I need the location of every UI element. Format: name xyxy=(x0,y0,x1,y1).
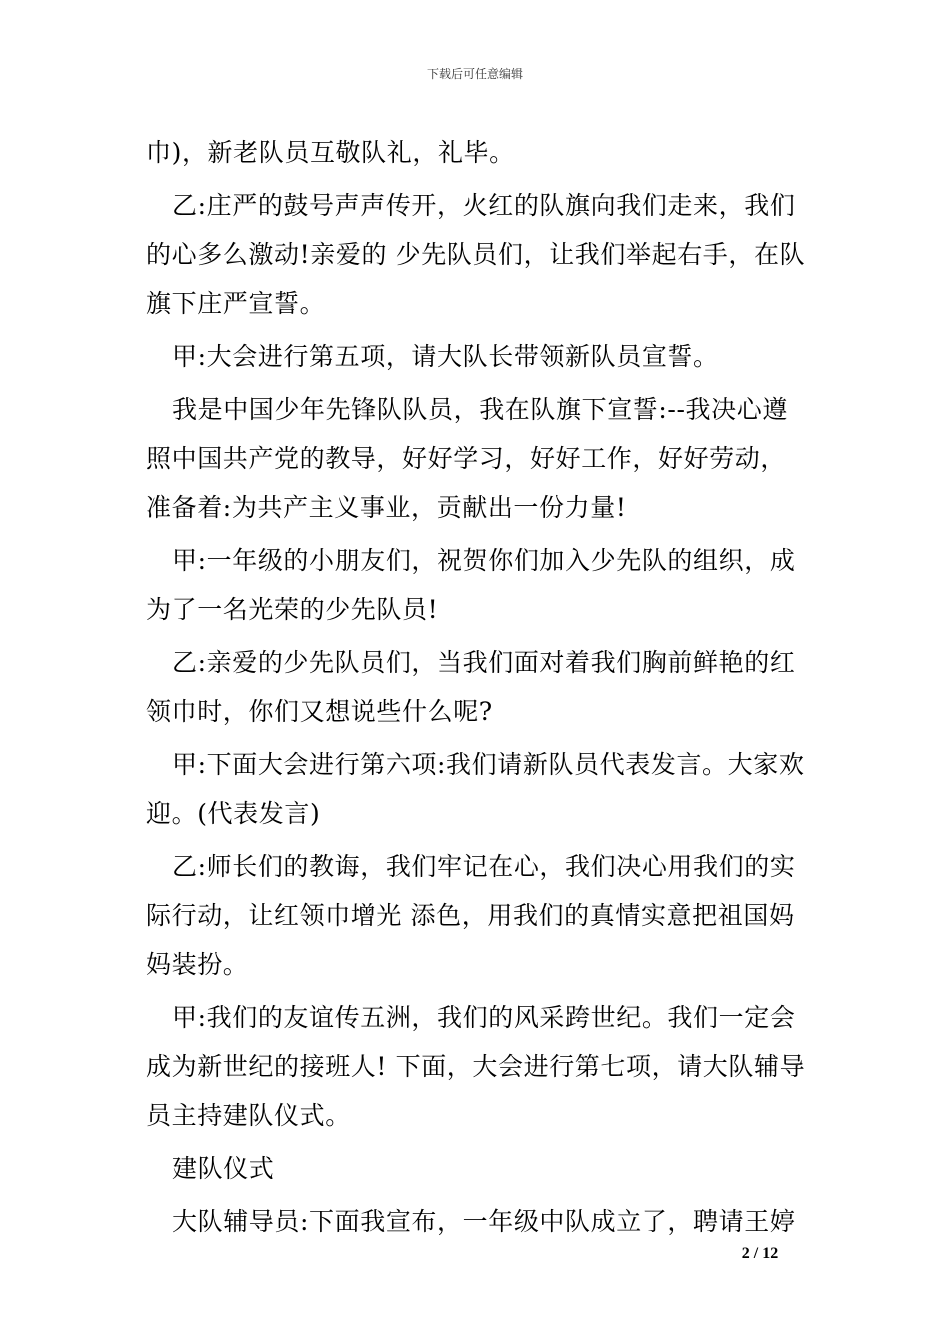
paragraph-3: 甲:大会进行第五项，请大队长带领新队员宣誓。 xyxy=(172,342,719,371)
page-header: 下载后可任意编辑 xyxy=(426,67,523,81)
paragraph-1: 巾)，新老队员互敬队礼，礼毕。 xyxy=(146,138,515,167)
document-body xyxy=(146,128,810,1250)
paragraph-8: 乙:师长们的教诲，我们牢记在心，我们决心用我们的实际行动，让红领巾增光 添色，用我们的真情实意把祖国妈妈装扮。 xyxy=(146,852,796,979)
paragraph-4: 我是中国少年先锋队队员，我在队旗下宣誓:--我决心遵照中国共产党的教导，好好学习，好好工作，好好劳动，准备着:为共产主义事业，贡献出一份力量! xyxy=(146,395,788,522)
paragraph-10: 建队仪式 xyxy=(172,1154,275,1183)
paragraph-6: 乙:亲爱的少先队员们，当我们面对着我们胸前鲜艳的红领巾时，你们又想说些什么呢? xyxy=(146,648,796,726)
paragraph-5: 甲:一年级的小朋友们，祝贺你们加入少先队的组织，成为了一名光荣的少先队员! xyxy=(146,546,796,624)
paragraph-11: 大队辅导员:下面我宣布，一年级中队成立了，聘请王婷 xyxy=(172,1207,796,1236)
paragraph-7: 甲:下面大会进行第六项:我们请新队员代表发言。大家欢迎。(代表发言) xyxy=(146,750,805,828)
page-number: 2 / 12 xyxy=(741,1245,779,1262)
paragraph-2: 乙:庄严的鼓号声声传开，火红的队旗向我们走来，我们的心多么激动!亲爱的 少先队员们，让我们举起右手，在队旗下庄严宣誓。 xyxy=(146,191,806,318)
paragraph-9: 甲:我们的友谊传五洲，我们的风采跨世纪。我们一定会成为新世纪的接班人! 下面，大会进行第七项，请大队辅导员主持建队仪式。 xyxy=(146,1003,806,1130)
